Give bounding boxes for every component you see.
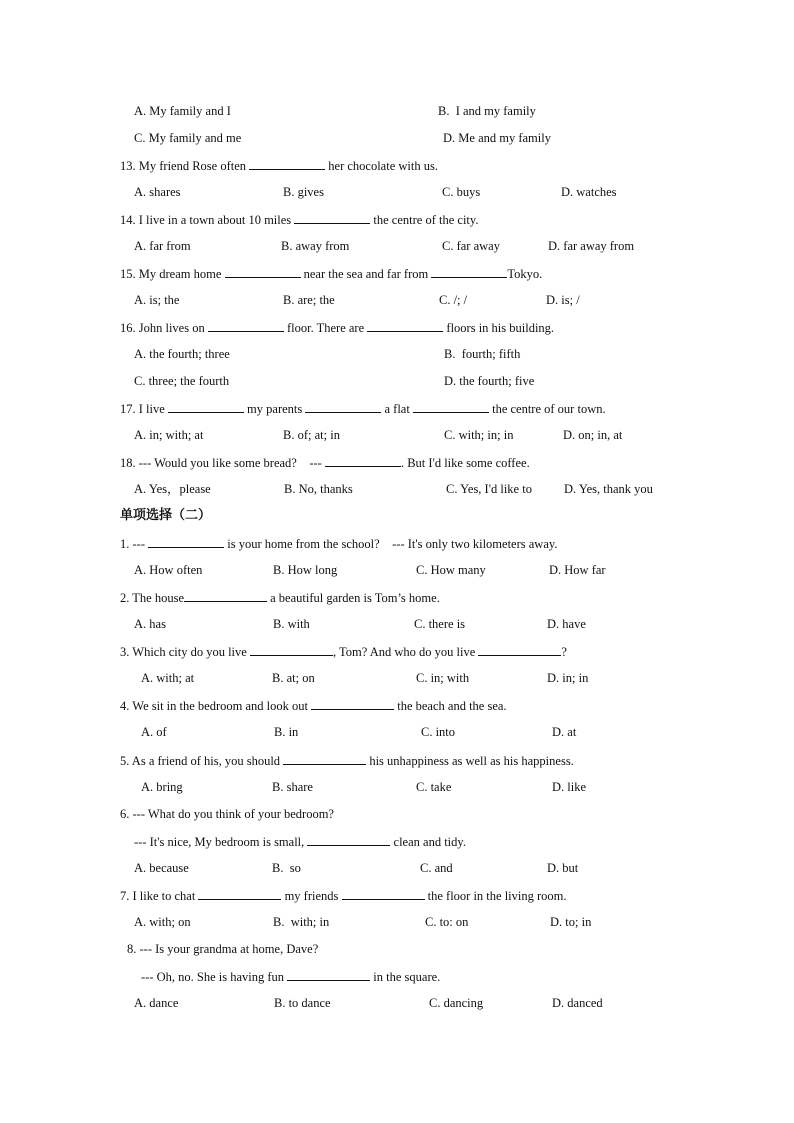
answer-option: B. away from [281, 239, 350, 253]
answer-option: A. with; at [141, 671, 195, 685]
answer-option: A. My family and I [134, 104, 231, 118]
answer-option: A. is; the [134, 293, 180, 307]
question-text: 13. My friend Rose often [120, 159, 250, 173]
question-text: the beach and the sea. [394, 699, 507, 713]
question-text: 6. --- What do you think of your bedroom? [120, 807, 334, 821]
answer-blank[interactable] [168, 401, 244, 413]
answer-blank[interactable] [250, 644, 333, 656]
question-text: is your home from the school? --- It's only two kilometers away. [224, 537, 558, 551]
answer-option: A. far from [134, 239, 191, 253]
question-text: 14. I live in a town about 10 miles [120, 213, 295, 227]
question-text: 18. --- Would you like some bread? --- [120, 456, 325, 470]
question-text: a flat [381, 402, 413, 416]
answer-option: A. has [134, 617, 166, 631]
question-text: her chocolate with us. [325, 159, 438, 173]
question-text: 3. Which city do you live [120, 645, 250, 659]
question-line [120, 807, 334, 822]
answer-option: D. Me and my family [443, 131, 551, 145]
answer-option: D. is; / [546, 293, 580, 307]
section-heading: 单项选择（二） [120, 508, 212, 523]
answer-option: B. with [273, 617, 310, 631]
answer-option: D. the fourth; five [444, 374, 535, 388]
answer-option: D. to; in [550, 915, 592, 929]
answer-option: B. fourth; fifth [444, 347, 521, 361]
question-line [120, 644, 567, 660]
answer-blank[interactable] [249, 158, 325, 170]
question-text: ? [561, 645, 567, 659]
question-text: 7. I like to chat [120, 889, 199, 903]
answer-option: C. into [421, 725, 456, 739]
answer-option: A. How often [134, 563, 203, 577]
answer-option: B. at; on [272, 671, 315, 685]
question-text: 5. As a friend of his, you should [120, 754, 284, 768]
question-line [141, 969, 440, 985]
answer-option: C. with; in; in [444, 428, 514, 442]
question-line [120, 698, 507, 714]
question-line [134, 834, 466, 850]
answer-option: C. /; / [439, 293, 468, 307]
question-text: . But I'd like some coffee. [400, 456, 530, 470]
answer-option: A. Yes，please [134, 482, 211, 496]
answer-option: C. How many [416, 563, 486, 577]
answer-blank[interactable] [294, 212, 370, 224]
answer-option: B. are; the [283, 293, 335, 307]
question-text: 16. John lives on [120, 321, 208, 335]
answer-blank[interactable] [287, 969, 370, 981]
question-line [120, 401, 606, 417]
answer-option: B. How long [273, 563, 338, 577]
answer-option: C. in; with [416, 671, 470, 685]
answer-blank[interactable] [367, 320, 443, 332]
answer-option: A. the fourth; three [134, 347, 230, 361]
answer-blank[interactable] [208, 320, 284, 332]
answer-option: C. dancing [429, 996, 484, 1010]
answer-option: D. watches [561, 185, 617, 199]
answer-option: B. to dance [274, 996, 331, 1010]
answer-option: C. there is [414, 617, 466, 631]
answer-option: D. like [552, 780, 587, 794]
question-text: 8. --- Is your grandma at home, Dave? [127, 942, 319, 956]
answer-option: C. buys [442, 185, 481, 199]
question-line [120, 536, 557, 552]
question-text: Tokyo. [507, 267, 543, 281]
answer-option: D. How far [549, 563, 606, 577]
answer-option: C. and [420, 861, 453, 875]
answer-option: C. take [416, 780, 452, 794]
answer-blank[interactable] [184, 590, 267, 602]
answer-option: B. so [272, 861, 301, 875]
answer-option: D. but [547, 861, 579, 875]
answer-option: C. My family and me [134, 131, 242, 145]
answer-option: D. Yes, thank you [564, 482, 653, 496]
answer-option: A. shares [134, 185, 181, 199]
answer-option: D. far away from [548, 239, 635, 253]
question-text: his unhappiness as well as his happiness. [366, 754, 574, 768]
answer-blank[interactable] [198, 888, 281, 900]
answer-option: B. I and my family [438, 104, 536, 118]
answer-option: B. with; in [273, 915, 330, 929]
question-text: 15. My dream home [120, 267, 225, 281]
answer-blank[interactable] [478, 644, 561, 656]
question-text: 4. We sit in the bedroom and look out [120, 699, 312, 713]
question-text: floors in his building. [443, 321, 555, 335]
question-text: the centre of the city. [370, 213, 479, 227]
question-line [120, 158, 438, 174]
question-line [120, 266, 542, 282]
question-text: 1. --- [120, 537, 149, 551]
answer-option: C. to: on [425, 915, 469, 929]
answer-blank[interactable] [431, 266, 507, 278]
question-text: 17. I live [120, 402, 168, 416]
answer-option: A. because [134, 861, 189, 875]
answer-option: D. danced [552, 996, 603, 1010]
question-line [127, 942, 318, 957]
answer-option: C. three; the fourth [134, 374, 230, 388]
question-text: 2. The house [120, 591, 184, 605]
answer-option: C. far away [442, 239, 500, 253]
question-text: near the sea and far from [300, 267, 432, 281]
answer-blank[interactable] [325, 455, 401, 467]
question-text: --- It's nice, My bedroom is small, [134, 835, 308, 849]
answer-option: D. at [552, 725, 577, 739]
question-line [120, 455, 530, 471]
question-line [120, 753, 574, 769]
answer-option: A. in; with; at [134, 428, 204, 442]
answer-option: D. have [547, 617, 586, 631]
answer-option: B. of; at; in [283, 428, 340, 442]
answer-blank[interactable] [307, 834, 390, 846]
answer-option: A. of [141, 725, 167, 739]
question-text: my friends [281, 889, 342, 903]
question-line [120, 888, 567, 904]
answer-option: B. gives [283, 185, 324, 199]
answer-blank[interactable] [342, 888, 425, 900]
answer-option: B. share [272, 780, 313, 794]
question-text: clean and tidy. [390, 835, 466, 849]
answer-blank[interactable] [305, 401, 381, 413]
answer-blank[interactable] [148, 536, 224, 548]
question-text: floor. There are [283, 321, 368, 335]
answer-blank[interactable] [311, 698, 394, 710]
question-line [120, 212, 478, 228]
answer-blank[interactable] [283, 753, 366, 765]
answer-option: D. in; in [547, 671, 589, 685]
question-text: in the square. [370, 970, 441, 984]
question-text: , Tom? And who do you live [332, 645, 479, 659]
question-text: the centre of our town. [488, 402, 606, 416]
question-line [120, 590, 440, 606]
answer-option: A. bring [141, 780, 183, 794]
question-line [120, 320, 554, 336]
answer-option: D. on; in, at [563, 428, 623, 442]
question-text: --- Oh, no. She is having fun [141, 970, 288, 984]
question-text: my parents [243, 402, 306, 416]
answer-blank[interactable] [413, 401, 489, 413]
answer-option: B. in [274, 725, 299, 739]
answer-option: B. No, thanks [284, 482, 353, 496]
answer-blank[interactable] [225, 266, 301, 278]
answer-option: A. with; on [134, 915, 191, 929]
answer-option: C. Yes, I'd like to [446, 482, 532, 496]
question-text: the floor in the living room. [424, 889, 567, 903]
answer-option: A. dance [134, 996, 179, 1010]
question-text: a beautiful garden is Tom’s home. [267, 591, 440, 605]
